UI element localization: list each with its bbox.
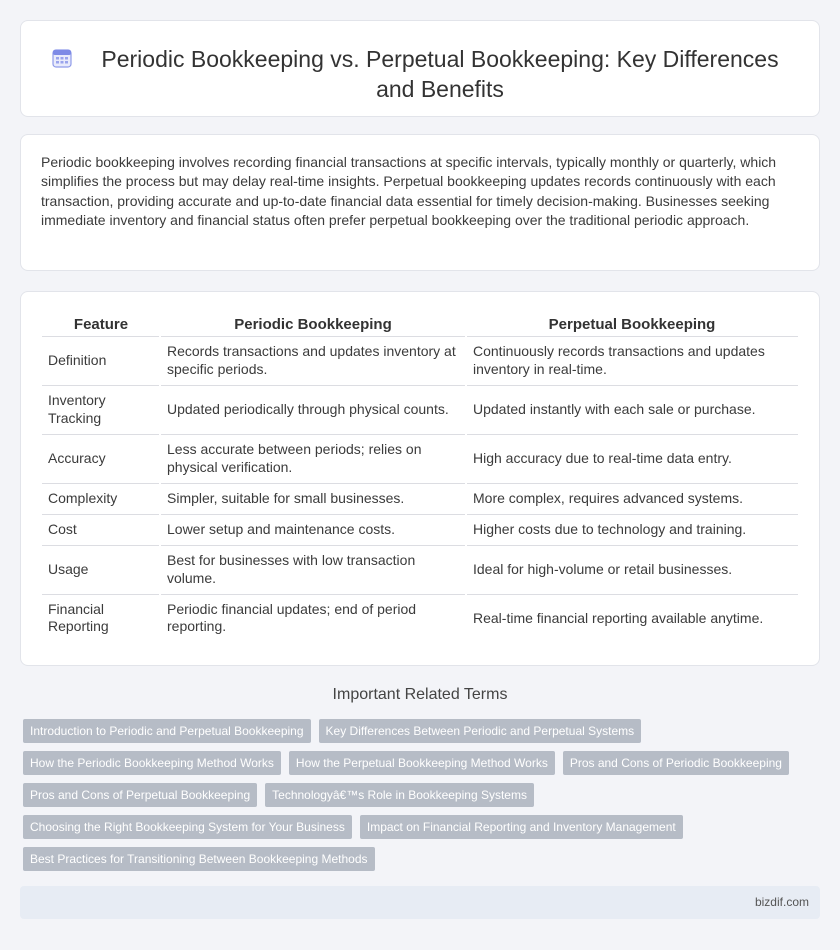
page-title: Periodic Bookkeeping vs. Perpetual Bookkeeping: Key Differences and Benefits [101, 46, 779, 102]
related-terms-list [23, 719, 803, 871]
comparison-table [42, 316, 798, 642]
header-feature: Feature [42, 316, 160, 336]
comparison-card [20, 291, 820, 666]
related-terms-heading: Important Related Terms [332, 686, 508, 703]
cell-periodic: Lower setup and maintenance costs. [160, 514, 466, 545]
related-term-tag[interactable]: How the Perpetual Bookkeeping Method Works [289, 751, 555, 775]
cell-feature: Cost [42, 514, 160, 545]
related-term-tag[interactable]: Key Differences Between Periodic and Perpetual Systems [319, 719, 642, 743]
table-row [42, 514, 798, 545]
cell-perpetual: Real-time financial reporting available anytime. [466, 594, 798, 642]
cell-periodic: Best for businesses with low transaction volume. [160, 545, 466, 594]
table-row [42, 434, 798, 483]
title-card [20, 20, 820, 117]
table-row [42, 385, 798, 434]
cell-perpetual: Higher costs due to technology and training. [466, 514, 798, 545]
related-term-tag[interactable]: Pros and Cons of Periodic Bookkeeping [563, 751, 789, 775]
header-perpetual: Perpetual Bookkeeping [466, 316, 798, 336]
table-row [42, 545, 798, 594]
related-term-tag[interactable]: Impact on Financial Reporting and Inventory Management [360, 815, 683, 839]
cell-feature: Accuracy [42, 434, 160, 483]
cell-periodic: Updated periodically through physical counts. [160, 385, 466, 434]
cell-periodic: Less accurate between periods; relies on physical verification. [160, 434, 466, 483]
cell-perpetual: Continuously records transactions and updates inventory in real-time. [466, 336, 798, 385]
footer-site-link[interactable]: bizdif.com [754, 895, 809, 909]
intro-paragraph: Periodic bookkeeping involves recording financial transactions at specific intervals, typically monthly or quarterly, which simplifies the process but may delay real-time insights. Perpetual bookkeeping updates records continuously with each transaction, providing accurate and up-to-date financial data essential for timely decision-making. Businesses seeking immediate inventory and financial status often prefer perpetual bookkeeping over the traditional periodic approach. [41, 154, 777, 228]
cell-feature: Financial Reporting [48, 600, 109, 635]
table-row [42, 594, 798, 642]
related-term-tag[interactable]: How the Periodic Bookkeeping Method Works [23, 751, 281, 775]
cell-periodic: Simpler, suitable for small businesses. [160, 483, 466, 514]
related-term-tag[interactable]: Best Practices for Transitioning Between Bookkeeping Methods [23, 847, 375, 871]
intro-card [20, 134, 820, 271]
related-term-tag[interactable]: Technologyâ€™s Role in Bookkeeping Systems [265, 783, 534, 807]
cell-perpetual: Updated instantly with each sale or purchase. [466, 385, 798, 434]
cell-feature: Complexity [42, 483, 160, 514]
cell-periodic: Periodic financial updates; end of period reporting. [160, 594, 466, 642]
table-row [42, 336, 798, 385]
related-term-tag[interactable]: Pros and Cons of Perpetual Bookkeeping [23, 783, 257, 807]
cell-feature: Definition [42, 336, 160, 385]
cell-periodic: Records transactions and updates inventory at specific periods. [160, 336, 466, 385]
table-header-row [42, 316, 798, 336]
cell-perpetual: High accuracy due to real-time data entry. [466, 434, 798, 483]
footer [20, 886, 820, 919]
header-periodic: Periodic Bookkeeping [160, 316, 466, 336]
related-term-tag[interactable]: Introduction to Periodic and Perpetual Bookkeeping [23, 719, 311, 743]
table-row [42, 483, 798, 514]
cell-perpetual: Ideal for high-volume or retail businesses. [466, 545, 798, 594]
cell-feature: Inventory Tracking [42, 385, 160, 434]
cell-perpetual: More complex, requires advanced systems. [466, 483, 798, 514]
cell-feature: Usage [42, 545, 160, 594]
related-term-tag[interactable]: Choosing the Right Bookkeeping System for Your Business [23, 815, 352, 839]
